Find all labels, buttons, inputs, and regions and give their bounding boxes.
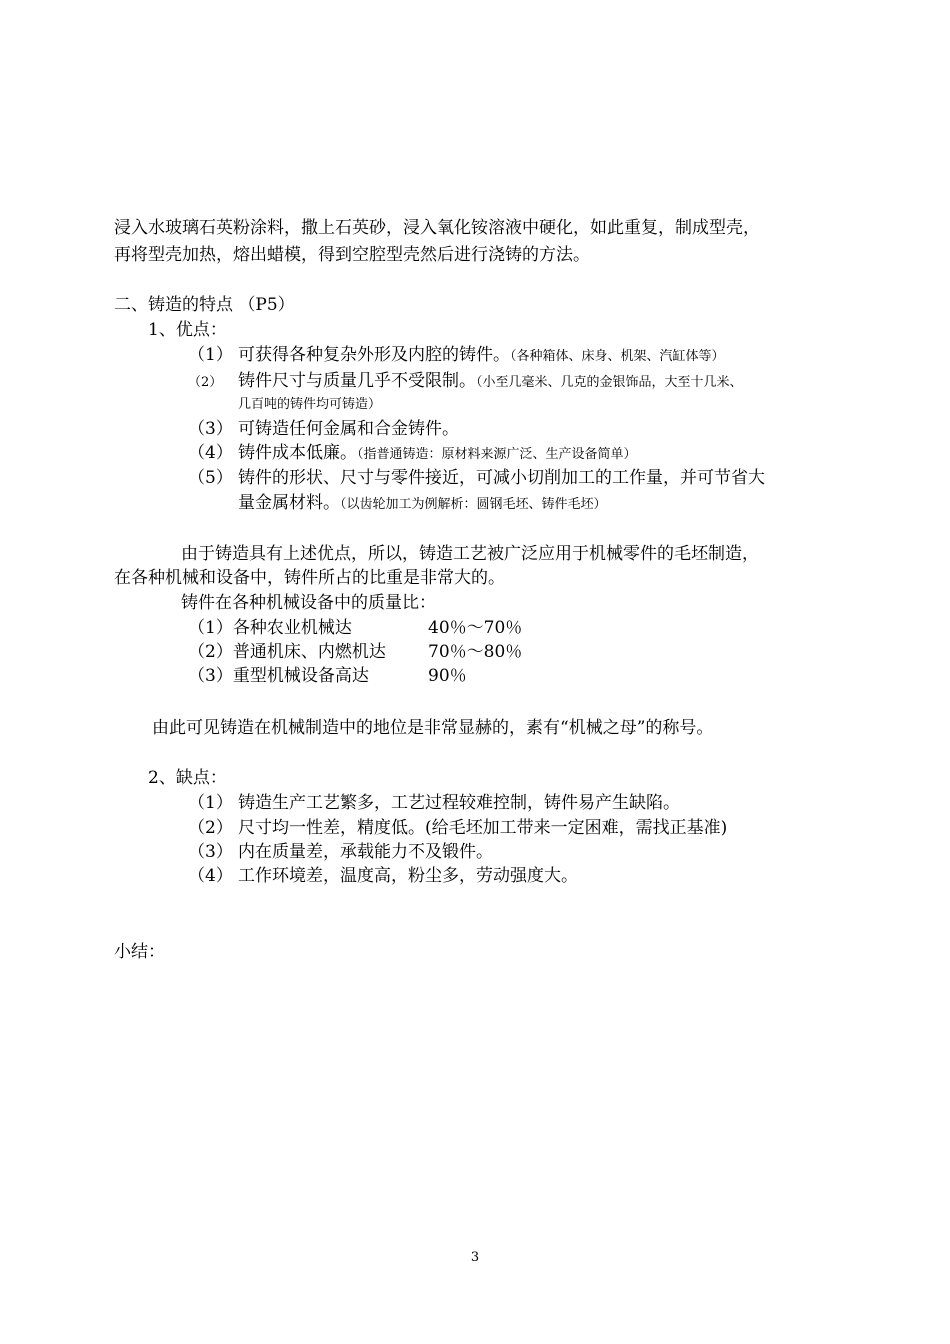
disadvantages-heading: 2、缺点： <box>148 768 227 788</box>
page-number: 3 <box>470 1250 480 1265</box>
ratio-row-3-label: （3）重型机械设备高达 <box>188 666 369 686</box>
item-number: （5） <box>188 468 233 488</box>
intro-line-2: 再将型壳加热，熔出蜡模，得到空腔型壳然后进行浇铸的方法。 <box>114 245 590 265</box>
ratio-heading: 铸件在各种机械设备中的质量比： <box>181 593 436 613</box>
item-text: 可获得各种复杂外形及内腔的铸件。 <box>238 345 510 365</box>
item-note: （以齿轮加工为例解析：圆钢毛坯、铸件毛坯） <box>340 497 607 512</box>
advantage-item-1 <box>188 343 725 369</box>
item-number: （2） <box>188 818 233 838</box>
disadvantage-item-3 <box>188 840 493 864</box>
advantage-item-5-continuation <box>238 491 607 517</box>
item-note: （小至几毫米、几克的金银饰品，大至十几米、 <box>476 375 743 390</box>
item-text: 可铸造任何金属和合金铸件。 <box>238 419 459 439</box>
ratio-row-1-value: 40％～70％ <box>428 618 523 638</box>
advantage-item-3 <box>188 417 459 441</box>
disadvantage-item-2 <box>188 816 727 840</box>
ratio-row-2-value: 70％～80％ <box>428 642 523 662</box>
paragraph-1-line-2: 在各种机械和设备中，铸件所占的比重是非常大的。 <box>114 568 505 588</box>
item-note: （各种箱体、床身、机架、汽缸体等） <box>510 349 725 364</box>
item-number: （3） <box>188 419 233 439</box>
advantage-item-5 <box>188 466 765 490</box>
paragraph-2: 由此可见铸造在机械制造中的地位是非常显赫的，素有“机械之母”的称号。 <box>152 718 714 738</box>
item-text: 工作环境差，温度高，粉尘多，劳动强度大。 <box>238 866 578 886</box>
item-number: （1） <box>188 793 233 813</box>
advantage-item-2-continuation: 几百吨的铸件均可铸造） <box>238 397 382 412</box>
item-text: 内在质量差，承载能力不及锻件。 <box>238 842 493 862</box>
disadvantage-item-1 <box>188 791 680 815</box>
section-heading: 二、铸造的特点 （P5） <box>114 295 295 315</box>
item-text: 尺寸均一性差，精度低。(给毛坯加工带来一定困难，需找正基准) <box>238 818 728 838</box>
item-text: 铸件尺寸与质量几乎不受限制。 <box>238 371 476 391</box>
intro-line-1: 浸入水玻璃石英粉涂料，撒上石英砂，浸入氧化铵溶液中硬化，如此重复，制成型壳， <box>114 218 760 238</box>
item-text: 铸件的形状、尺寸与零件接近，可减小切削加工的工作量，并可节省大 <box>238 468 765 488</box>
item-number: （2） <box>188 375 223 390</box>
item-number: （4） <box>188 866 233 886</box>
advantage-item-2 <box>188 369 743 395</box>
paragraph-1-line-1: 由于铸造具有上述优点，所以，铸造工艺被广泛应用于机械零件的毛坯制造， <box>181 544 759 564</box>
ratio-row-3-value: 90％ <box>428 666 467 686</box>
item-number: （3） <box>188 842 233 862</box>
item-number: （1） <box>188 345 233 365</box>
item-text: 铸件成本低廉。 <box>238 443 357 463</box>
disadvantage-item-4 <box>188 864 578 888</box>
ratio-row-1-label: （1）各种农业机械达 <box>188 618 352 638</box>
summary-label: 小结： <box>114 942 165 962</box>
item-text: 铸造生产工艺繁多，工艺过程较难控制，铸件易产生缺陷。 <box>238 793 680 813</box>
advantages-heading: 1、优点： <box>148 320 227 340</box>
ratio-row-2-label: （2）普通机床、内燃机达 <box>188 642 386 662</box>
item-text-cont: 量金属材料。 <box>238 493 340 513</box>
item-note: （指普通铸造：原材料来源广泛、生产设备简单） <box>357 447 637 462</box>
item-number: （4） <box>188 443 233 463</box>
advantage-item-4 <box>188 441 637 467</box>
